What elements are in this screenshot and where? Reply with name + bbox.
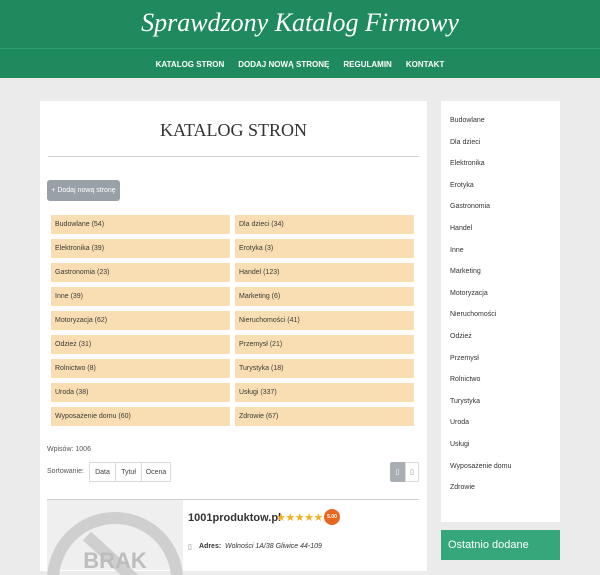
nav-katalog-stron[interactable]: KATALOG STRON (155, 59, 225, 69)
sidebar-item-odziez[interactable]: Odzież (450, 333, 472, 340)
list-view-button[interactable] (405, 462, 419, 482)
sidebar-item-dla-dzieci[interactable]: Dla dzieci (450, 139, 481, 146)
category-dla-dzieci[interactable]: Dla dzieci (34) (235, 215, 414, 234)
sidebar-item-turystyka[interactable]: Turystyka (450, 398, 481, 405)
category-nieruchomosci[interactable]: Nieruchomości (41) (235, 311, 414, 330)
rating-score-badge: 5.00 (324, 509, 340, 525)
sidebar-item-budowlane[interactable]: Budowlane (450, 117, 485, 124)
category-turystyka[interactable]: Turystyka (18) (235, 359, 414, 378)
entry-title-link[interactable]: 1001produktow.pl (188, 512, 282, 524)
category-elektronika[interactable]: Elektronika (39) (51, 239, 230, 258)
sort-by-title-button[interactable]: Tytuł (115, 462, 142, 482)
category-motoryzacja[interactable]: Motoryzacja (62) (51, 311, 230, 330)
site-title[interactable]: Sprawdzony Katalog Firmowy (141, 8, 459, 37)
sort-label: Sortowanie: (47, 468, 84, 475)
sort-by-rating-button[interactable]: Ocena (141, 462, 171, 482)
sidebar-item-inne[interactable]: Inne (450, 247, 464, 254)
category-uroda[interactable]: Uroda (38) (51, 383, 230, 402)
main-nav (0, 50, 600, 78)
category-grid (51, 215, 415, 426)
address-icon: ▯ (188, 544, 192, 551)
sidebar-item-erotyka[interactable]: Erotyka (450, 182, 474, 189)
category-zdrowie[interactable]: Zdrowie (67) (235, 407, 414, 426)
main-content (40, 101, 427, 571)
recent-widget (441, 530, 560, 560)
list-icon: ▯ (410, 469, 414, 476)
sidebar-item-marketing[interactable]: Marketing (450, 268, 481, 275)
sidebar-item-wyposazenie-domu[interactable]: Wyposażenie domu (450, 463, 512, 470)
page-title: KATALOG STRON (159, 120, 308, 140)
category-inne[interactable]: Inne (39) (51, 287, 230, 306)
sidebar-item-handel[interactable]: Handel (450, 225, 473, 232)
site-header (0, 0, 600, 78)
recent-title: Ostatnio dodane (448, 539, 529, 551)
nav-kontakt[interactable]: KONTAKT (405, 59, 445, 69)
nav-dodaj-nowa-strone[interactable]: DODAJ NOWĄ STRONĘ (238, 59, 330, 69)
sidebar-item-zdrowie[interactable]: Zdrowie (450, 484, 475, 491)
rating-stars: ★★★★★ (276, 512, 323, 524)
sort-by-date-button[interactable]: Data (89, 462, 116, 482)
title-divider (48, 156, 419, 157)
category-uslugi[interactable]: Usługi (337) (235, 383, 414, 402)
sort-options (89, 462, 170, 482)
entry-thumbnail[interactable] (47, 500, 183, 573)
add-site-button[interactable]: + Dodaj nową stronę (47, 180, 120, 201)
header-divider (0, 48, 600, 49)
sidebar-item-przemysl[interactable]: Przemysł (450, 355, 479, 362)
category-erotyka[interactable]: Erotyka (3) (235, 239, 414, 258)
sidebar-item-rolnictwo[interactable]: Rolnictwo (450, 376, 481, 383)
sidebar-item-motoryzacja[interactable]: Motoryzacja (450, 290, 488, 297)
nav-regulamin[interactable]: REGULAMIN (343, 59, 392, 69)
sidebar-item-uroda[interactable]: Uroda (450, 419, 470, 426)
entry-count: Wpisów: 1006 (47, 446, 91, 453)
sidebar-categories (441, 101, 560, 522)
category-marketing[interactable]: Marketing (6) (235, 287, 414, 306)
thumb-text: BRAK (83, 548, 147, 573)
sidebar-item-elektronika[interactable]: Elektronika (450, 160, 485, 167)
grid-icon: ▯ (395, 469, 400, 476)
category-gastronomia[interactable]: Gastronomia (23) (51, 263, 230, 282)
no-image-icon (47, 500, 183, 573)
category-rolnictwo[interactable]: Rolnictwo (8) (51, 359, 230, 378)
sidebar-item-gastronomia[interactable]: Gastronomia (450, 203, 491, 210)
category-handel[interactable]: Handel (123) (235, 263, 414, 282)
category-budowlane[interactable]: Budowlane (54) (51, 215, 230, 234)
sidebar-item-nieruchomosci[interactable]: Nieruchomości (450, 311, 497, 318)
category-przemysl[interactable]: Przemysł (21) (235, 335, 414, 354)
address-label: Adres: (199, 543, 222, 550)
category-wyposazenie-domu[interactable]: Wyposażenie domu (60) (51, 407, 230, 426)
grid-view-button[interactable] (390, 462, 405, 482)
sidebar-item-uslugi[interactable]: Usługi (450, 441, 470, 448)
address-value: Wolności 1A/38 Gliwice 44-109 (225, 543, 322, 550)
category-odziez[interactable]: Odzież (31) (51, 335, 230, 354)
